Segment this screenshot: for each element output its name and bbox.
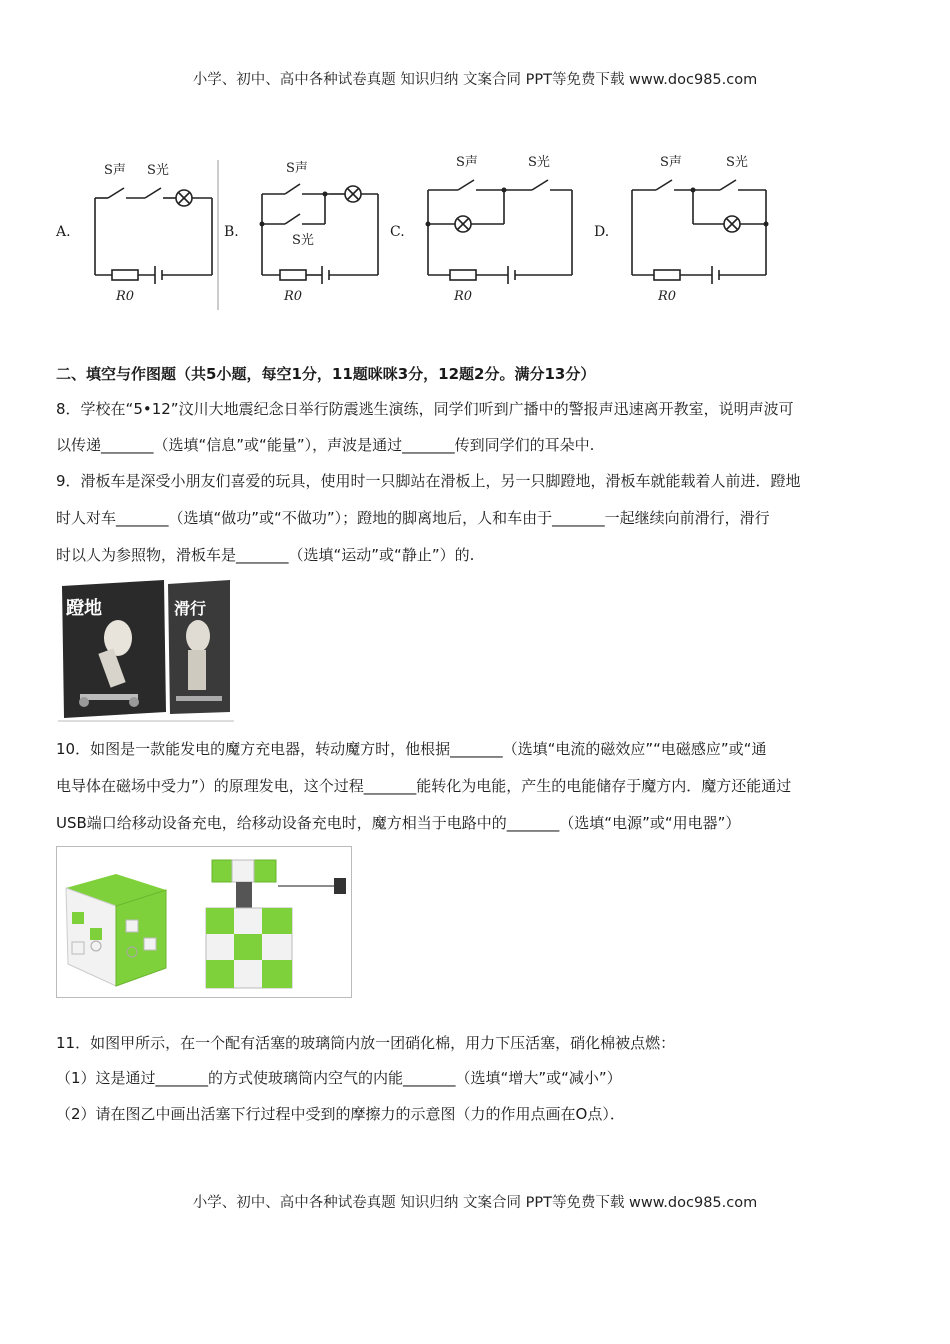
- q9-line2: 时人对车_______（选填“做功”或“不做功”）；蹬地的脚离地后，人和车由于_______一起继续向前滑行，滑行: [56, 509, 770, 527]
- q8-line1: 8．学校在“5•12”汶川大地震纪念日举行防震逃生演练，同学们听到广播中的警报声迅速离开教室，说明声波可: [56, 400, 794, 418]
- scooter-photo: [58, 578, 234, 722]
- q10-line1: 10．如图是一款能发电的魔方充电器，转动魔方时，他根据_______（选填“电流的磁效应”“电磁感应”或“通: [56, 740, 767, 758]
- label-a-r0: R0: [116, 289, 135, 304]
- option-d-label: D.: [594, 224, 610, 240]
- label-a-s-sound: S声: [104, 163, 126, 178]
- label-c-s-sound: S声: [456, 155, 478, 170]
- option-a-label: A.: [56, 224, 71, 240]
- label-d-s-light: S光: [726, 155, 748, 170]
- circuit-b: [262, 184, 378, 284]
- circuit-diagrams: [0, 140, 950, 320]
- q11-line3: （2）请在图乙中画出活塞下行过程中受到的摩擦力的示意图（力的作用点画在O点）．: [56, 1105, 625, 1123]
- q10-line3: USB端口给移动设备充电，给移动设备充电时，魔方相当于电路中的_______（选填“电源”或“用电器”）: [56, 814, 741, 832]
- label-c-r0: R0: [454, 289, 473, 304]
- circuit-a: [95, 188, 212, 284]
- q10-line2: 电导体在磁场中受力”）的原理发电，这个过程_______能转化为电能，产生的电能储存于魔方内．魔方还能通过: [56, 777, 792, 795]
- label-d-s-sound: S声: [660, 155, 682, 170]
- label-d-r0: R0: [658, 289, 677, 304]
- cube-front-face: [66, 874, 166, 986]
- page-header: 小学、初中、高中各种试卷真题 知识归纳 文案合同 PPT等免费下载 www.doc985.com: [192, 72, 758, 88]
- page-footer: 小学、初中、高中各种试卷真题 知识归纳 文案合同 PPT等免费下载 www.doc985.com: [192, 1195, 758, 1211]
- circuit-d: [632, 180, 766, 284]
- section-2-title: 二、填空与作图题（共5小题，每空1分，11题咪咪3分，12题2分。满分13分）: [56, 365, 596, 383]
- label-c-s-light: S光: [528, 155, 550, 170]
- label-a-s-light: S光: [147, 163, 169, 178]
- scooter-label-push: 蹬地: [66, 598, 102, 619]
- label-b-r0: R0: [284, 289, 303, 304]
- label-b-s-light: S光: [292, 233, 314, 248]
- circuit-options: [0, 140, 950, 320]
- q8-line2: 以传递_______（选填“信息”或“能量”），声波是通过_______传到同学们的耳朵中.: [56, 436, 595, 454]
- label-b-s-sound: S声: [286, 161, 308, 176]
- option-b-label: B.: [224, 224, 239, 240]
- circuit-c: [428, 180, 572, 284]
- q11-line2: （1）这是通过_______的方式使玻璃筒内空气的内能_______（选填“增大”或“减小”）: [56, 1069, 622, 1087]
- q9-line3: 时以人为参照物，滑板车是_______（选填“运动”或“静止”）的.: [56, 546, 475, 564]
- option-c-label: C.: [390, 224, 405, 240]
- scooter-label-glide: 滑行: [174, 599, 207, 618]
- cube-charger-photo: [56, 846, 352, 998]
- q11-line1: 11．如图甲所示，在一个配有活塞的玻璃筒内放一团硝化棉，用力下压活塞，硝化棉被点燃：: [56, 1034, 676, 1052]
- q9-line1: 9．滑板车是深受小朋友们喜爱的玩具，使用时一只脚站在滑板上，另一只脚蹬地，滑板车就能载着人前进．蹬地: [56, 472, 801, 490]
